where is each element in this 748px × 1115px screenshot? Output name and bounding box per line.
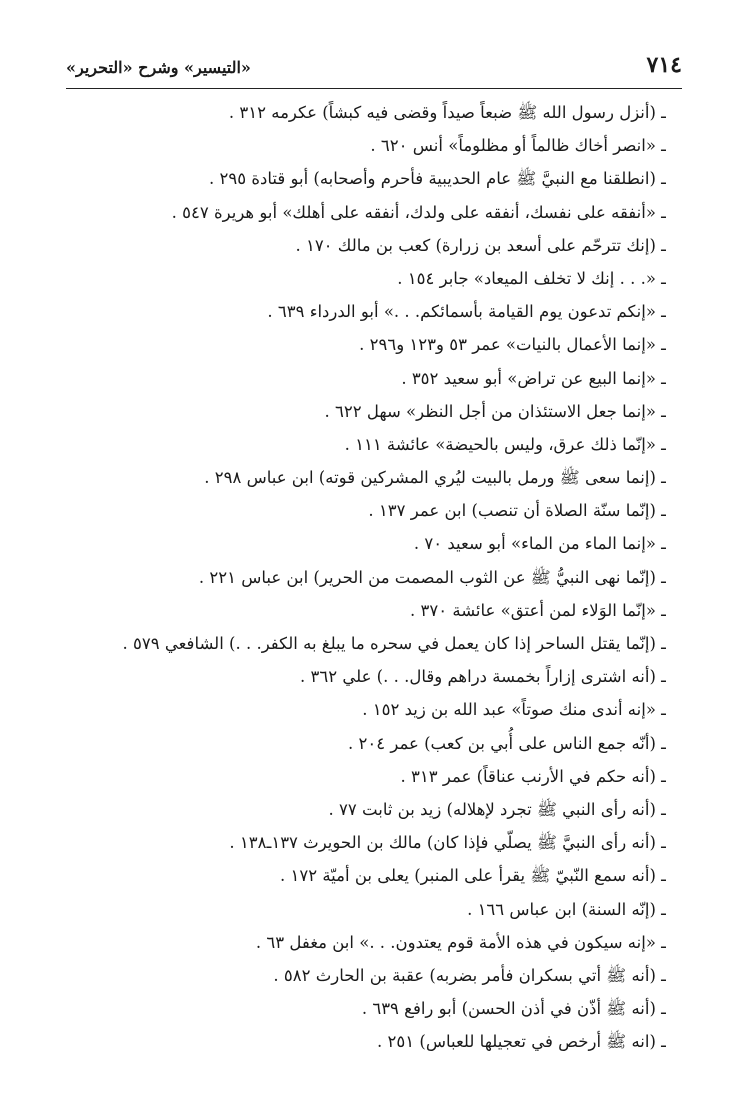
- index-entry: ـ (إنما سعى ﷺ ورمل بالبيت ليُري المشركين قوته) ابن عباس ٢٩٨ .: [204, 468, 666, 488]
- page-number: ٧١٤: [646, 52, 682, 78]
- index-entry: ـ «إنّما الوَلاء لمن أعتق» عائشة ٣٧٠ .: [410, 600, 666, 620]
- index-entry: ـ «انصر أخاك ظالماً أو مظلوماً» أنس ٦٢٠ .: [370, 136, 666, 156]
- index-entry: ـ «إنما جعل الاستئذان من أجل النظر» سهل ٦٢٢ .: [324, 401, 666, 421]
- index-entry: ـ (أنه رأى النبي ﷺ تجرد لإهلاله) زيد بن ثابت ٧٧ .: [328, 799, 666, 819]
- index-entry: ـ «إنه أندى منك صوتاً» عبد الله بن زيد ١٥٢ .: [362, 700, 666, 720]
- index-entry: ـ «إنه سيكون في هذه الأمة قوم يعتدون. . .» ابن مغفل ٦٣ .: [255, 932, 666, 952]
- index-entry: ـ (أنّه جمع الناس على أُبي بن كعب) عمر ٢٠٤ .: [348, 733, 666, 753]
- index-entry: ـ (أنه اشترى إزاراً بخمسة دراهم وقال. . .) علي ٣٦٢ .: [300, 667, 666, 687]
- index-entry: ـ (إنّما نهى النبيُّ ﷺ عن الثوب المصمت من الحرير) ابن عباس ٢٢١ .: [198, 567, 666, 587]
- index-entry: ـ «. . . إنك لا تخلف الميعاد» جابر ١٥٤ .: [397, 268, 666, 288]
- header-divider: [66, 88, 682, 89]
- index-entry: ـ «إنّما ذلك عرق، وليس بالحيضة» عائشة ١١١ .: [344, 434, 666, 454]
- index-entry: ـ (أنزل رسول الله ﷺ ضبعاً صيداً وقضى فيه كبشاً) عكرمه ٣١٢ .: [228, 103, 666, 122]
- index-entry: ـ (انطلقنا مع النبيَّ ﷺ عام الحديبية فأحرم وأصحابه) أبو قتادة ٢٩٥ .: [208, 169, 666, 189]
- running-title: «التيسير» وشرح «التحرير»: [66, 58, 251, 77]
- index-entry: ـ «إنكم تدعون يوم القيامة بأسمائكم. . .» أبو الدرداء ٦٣٩ .: [267, 302, 666, 322]
- index-entry: ـ «إنما الأعمال بالنيات» عمر ٥٣ و١٢٣ و٢٩٦ .: [359, 335, 666, 355]
- index-entry: ـ «إنما الماء من الماء» أبو سعيد ٧٠ .: [413, 534, 666, 554]
- index-entry: ـ «إنما البيع عن تراض» أبو سعيد ٣٥٢ .: [401, 368, 666, 388]
- index-entry: ـ (أنه رأى النبيَّ ﷺ يصلّي فإذا كان) مالك بن الحويرث ١٣٧ـ١٣٨ .: [229, 833, 666, 853]
- index-entry: ـ (أنه ﷺ أذّن في أذن الحسن) أبو رافع ٦٣٩ .: [361, 999, 666, 1019]
- index-entry: ـ (إنّما يقتل الساحر إذا كان يعمل في سحره ما يبلغ به الكفر. . .) الشافعي ٥٧٩ .: [122, 634, 666, 653]
- index-entry: ـ «أنفقه على نفسك، أنفقه على ولدك، أنفقه على أهلك» أبو هريرة ٥٤٧ .: [171, 202, 666, 222]
- index-entry: ـ (انه ﷺ أرخص في تعجيلها للعباس) ٢٥١ .: [377, 1032, 666, 1052]
- index-entry: ـ (أنه ﷺ أتي بسكران فأمر بضربه) عقبة بن الحارث ٥٨٢ .: [273, 965, 666, 985]
- index-entry: ـ (إنّما سنّة الصلاة أن تنصب) ابن عمر ١٣٧ .: [368, 501, 666, 521]
- index-entry: ـ (إنك تترحّم على أسعد بن زرارة) كعب بن مالك ١٧٠ .: [295, 235, 666, 255]
- index-entry: ـ (إنّه السنة) ابن عباس ١٦٦ .: [467, 899, 666, 919]
- index-entry: ـ (أنه سمع النّبيّ ﷺ يقرأ على المنبر) يعلى بن أميّة ١٧٢ .: [280, 866, 666, 886]
- hadith-index-list: [56, 96, 666, 1058]
- index-entry: ـ (أنه حكم في الأرنب عناقاً) عمر ٣١٣ .: [400, 766, 666, 786]
- page-header: [66, 50, 682, 86]
